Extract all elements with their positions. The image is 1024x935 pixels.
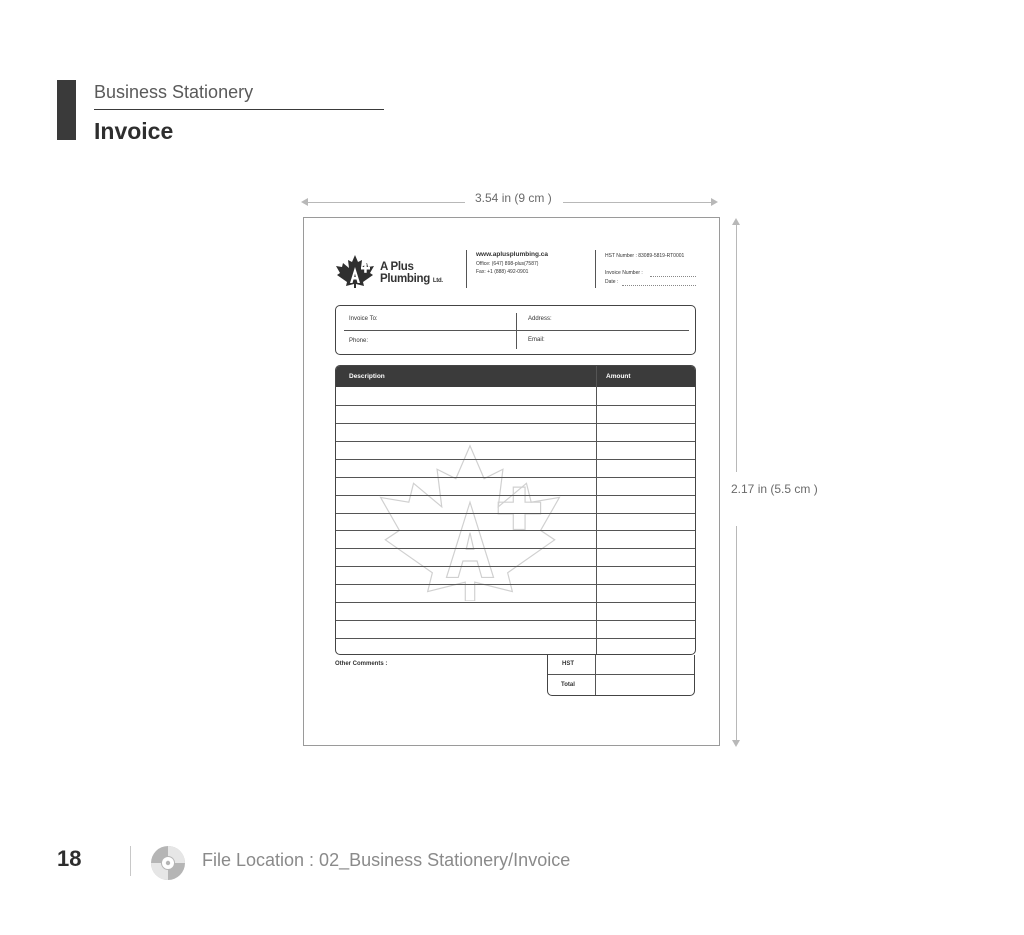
client-info-box	[335, 305, 696, 355]
brand-name-line2	[380, 273, 443, 287]
brand-name-plumbing: Plumbing	[380, 273, 430, 285]
table-row-line	[336, 530, 695, 531]
table-row-line	[336, 638, 695, 639]
header-separator-1	[466, 250, 467, 288]
fax-text: Fax: +1 (888) 492-0901	[476, 269, 529, 275]
header-separator-2	[595, 250, 596, 288]
items-table-header	[336, 366, 695, 387]
phone-label: Phone:	[349, 338, 369, 344]
invoice-sheet	[303, 217, 720, 746]
date-field	[622, 285, 696, 286]
height-dimension-label: 2.17 in (5.5 cm )	[731, 482, 818, 496]
totals-box	[547, 655, 695, 696]
page-title: Invoice	[94, 118, 174, 144]
column-divider	[596, 366, 597, 654]
total-label: Total	[561, 682, 575, 688]
table-row-line	[336, 405, 695, 406]
width-dimension-label: 3.54 in (9 cm )	[475, 191, 552, 205]
email-label: Email:	[528, 337, 545, 343]
page-number: 18	[57, 846, 82, 871]
address-label: Address:	[528, 316, 552, 322]
table-row-line	[336, 495, 695, 496]
items-table	[335, 365, 696, 655]
invoice-to-label: Invoice To:	[349, 316, 378, 322]
description-column-header: Description	[349, 373, 385, 380]
date-label: Date :	[605, 279, 619, 285]
accent-bar	[57, 80, 76, 140]
brand-name	[380, 261, 443, 287]
brand-name-line1: A Plus	[380, 261, 414, 273]
height-dimension-line-top	[736, 222, 737, 472]
arrow-left-icon	[301, 198, 308, 206]
footer-separator	[130, 846, 131, 876]
height-dimension-line-bottom	[736, 526, 737, 742]
arrow-down-icon	[732, 740, 740, 747]
table-row-line	[336, 423, 695, 424]
other-comments-label: Other Comments :	[335, 661, 388, 667]
width-dimension-line-left	[305, 202, 465, 203]
table-row-line	[336, 548, 695, 549]
table-row-line	[336, 584, 695, 585]
office-phone-text: Office: (647) 898-plus(7587)	[476, 261, 539, 267]
amount-column-header: Amount	[606, 373, 631, 380]
section-divider	[94, 109, 384, 110]
totals-rule	[548, 674, 694, 675]
arrow-up-icon	[732, 218, 740, 225]
table-row-line	[336, 513, 695, 514]
table-row-line	[336, 477, 695, 478]
invoice-number-label: Invoice Number :	[605, 270, 643, 276]
table-row-line	[336, 620, 695, 621]
totals-divider	[595, 655, 596, 695]
arrow-right-icon	[711, 198, 718, 206]
website-text: www.aplusplumbing.ca	[476, 251, 548, 258]
brand-suffix: Ltd.	[432, 278, 443, 284]
table-row-line	[336, 441, 695, 442]
table-row-line	[336, 459, 695, 460]
invoice-number-field	[650, 276, 696, 277]
disc-icon	[150, 845, 186, 881]
section-label: Business Stationery	[94, 82, 254, 102]
hst-label: HST	[562, 661, 574, 667]
maple-leaf-watermark-icon	[370, 441, 570, 601]
maple-leaf-logo-icon	[334, 254, 376, 288]
table-row-line	[336, 566, 695, 567]
table-row-line	[336, 602, 695, 603]
hst-number-text: HST Number : 83089-5819-RT0001	[605, 253, 685, 259]
file-location: File Location : 02_Business Stationery/Invoice	[202, 850, 571, 870]
client-box-divider	[516, 313, 517, 349]
width-dimension-line-right	[563, 202, 715, 203]
